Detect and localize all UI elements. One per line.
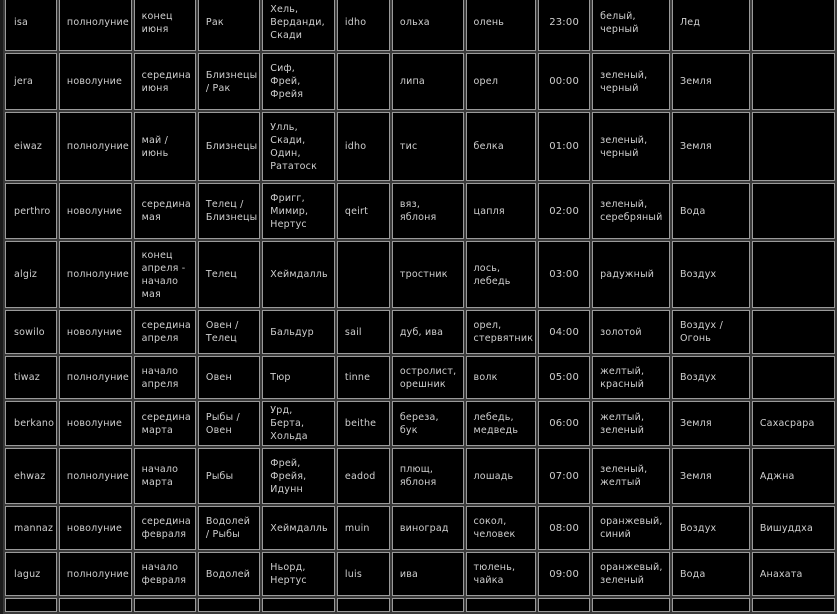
cell-tree: плющ, яблоня (392, 448, 464, 504)
table-row (5, 112, 835, 181)
cell-deities: Тюр (262, 356, 335, 399)
cell-moon-phase: полнолуние (59, 448, 132, 504)
cell-ogham: muin (337, 506, 390, 550)
cell-moon-phase: новолуние (59, 310, 132, 354)
cell-tree: ольха (392, 0, 464, 51)
cell-element: Воздух (672, 506, 750, 550)
cell-deities: Ньорд, Нертус (262, 552, 335, 596)
cell-chakra: Вишуддха (752, 506, 835, 550)
cell-rune (5, 598, 57, 612)
cell-element: Земля (672, 401, 750, 446)
cell-moon-phase: новолуние (59, 53, 132, 110)
cell-period: начало марта (134, 448, 196, 504)
cell-chakra: Анахата (752, 552, 835, 596)
cell-element: Земля (672, 448, 750, 504)
cell-period: середина апреля (134, 310, 196, 354)
cell-ogham (337, 241, 390, 308)
cell-colors: белый, черный (592, 0, 670, 51)
cell-rune: perthro (5, 183, 57, 239)
cell-period: май / июнь (134, 112, 196, 181)
cell-chakra (752, 112, 835, 181)
cell-moon-phase: новолуние (59, 401, 132, 446)
cell-ogham: beithe (337, 401, 390, 446)
cell-element: Вода (672, 183, 750, 239)
cell-hour: 01:00 (538, 112, 590, 181)
cell-zodiac: Водолей / Рыбы (198, 506, 260, 550)
cell-moon-phase: полнолуние (59, 356, 132, 399)
cell-tree: береза, бук (392, 401, 464, 446)
cell-period: начало февраля (134, 552, 196, 596)
cell-moon-phase (59, 598, 132, 612)
cell-ogham: idho (337, 0, 390, 51)
cell-moon-phase: новолуние (59, 183, 132, 239)
cell-element: Вода (672, 552, 750, 596)
cell-colors: зеленый, черный (592, 53, 670, 110)
cell-period: конец июня (134, 0, 196, 51)
cell-deities: Хеймдалль (262, 506, 335, 550)
cell-rune: isa (5, 0, 57, 51)
cell-animal (466, 598, 537, 612)
cell-deities: Сиф, Фрей, Фрейя (262, 53, 335, 110)
cell-hour: 04:00 (538, 310, 590, 354)
table-row (5, 552, 835, 596)
cell-period: середина июня (134, 53, 196, 110)
cell-hour: 00:00 (538, 53, 590, 110)
table-row (5, 598, 835, 612)
cell-deities: Бальдур (262, 310, 335, 354)
cell-colors: золотой (592, 310, 670, 354)
cell-ogham: eadod (337, 448, 390, 504)
cell-tree: тростник (392, 241, 464, 308)
cell-chakra: Аджна (752, 448, 835, 504)
cell-animal: сокол, человек (466, 506, 537, 550)
table-row (5, 356, 835, 399)
cell-deities: Фрей, Фрейя, Идунн (262, 448, 335, 504)
cell-element (672, 598, 750, 612)
cell-chakra (752, 0, 835, 51)
cell-tree: остролист, орешник (392, 356, 464, 399)
cell-deities: Улль, Скади, Один, Рататоск (262, 112, 335, 181)
cell-element: Воздух / Огонь (672, 310, 750, 354)
cell-moon-phase: полнолуние (59, 112, 132, 181)
cell-element: Земля (672, 53, 750, 110)
cell-colors: желтый, красный (592, 356, 670, 399)
table-row (5, 310, 835, 354)
cell-tree: виноград (392, 506, 464, 550)
cell-tree (392, 598, 464, 612)
cell-colors: зеленый, желтый (592, 448, 670, 504)
cell-deities: Хель, Верданди, Скади (262, 0, 335, 51)
cell-hour: 23:00 (538, 0, 590, 51)
cell-animal: тюлень, чайка (466, 552, 537, 596)
cell-rune: ehwaz (5, 448, 57, 504)
cell-element: Воздух (672, 241, 750, 308)
cell-period: середина марта (134, 401, 196, 446)
cell-chakra (752, 310, 835, 354)
cell-animal: орел (466, 53, 537, 110)
cell-hour: 09:00 (538, 552, 590, 596)
cell-animal: лебедь, медведь (466, 401, 537, 446)
cell-element: Лед (672, 0, 750, 51)
table-row (5, 506, 835, 550)
cell-colors: оранжевый, зеленый (592, 552, 670, 596)
cell-rune: tiwaz (5, 356, 57, 399)
cell-zodiac: Телец / Близнецы (198, 183, 260, 239)
table-row (5, 53, 835, 110)
cell-rune: laguz (5, 552, 57, 596)
cell-chakra (752, 356, 835, 399)
cell-rune: jera (5, 53, 57, 110)
cell-hour: 05:00 (538, 356, 590, 399)
rune-correspondence-table-container (3, 0, 837, 586)
cell-animal: волк (466, 356, 537, 399)
cell-chakra (752, 598, 835, 612)
cell-tree: тис (392, 112, 464, 181)
table-row (5, 448, 835, 504)
cell-moon-phase: новолуние (59, 506, 132, 550)
cell-rune: eiwaz (5, 112, 57, 181)
cell-chakra: Сахасрара (752, 401, 835, 446)
cell-colors: зеленый, серебряный (592, 183, 670, 239)
cell-chakra (752, 241, 835, 308)
cell-zodiac (198, 598, 260, 612)
cell-colors: зеленый, черный (592, 112, 670, 181)
cell-tree: дуб, ива (392, 310, 464, 354)
cell-hour: 02:00 (538, 183, 590, 239)
cell-deities: Хеймдалль (262, 241, 335, 308)
cell-animal: лошадь (466, 448, 537, 504)
cell-rune: berkano (5, 401, 57, 446)
cell-colors: радужный (592, 241, 670, 308)
cell-animal: цапля (466, 183, 537, 239)
cell-zodiac: Рыбы (198, 448, 260, 504)
cell-ogham: tinne (337, 356, 390, 399)
cell-ogham: luis (337, 552, 390, 596)
cell-zodiac: Рыбы / Овен (198, 401, 260, 446)
cell-period: конец апреля - начало мая (134, 241, 196, 308)
cell-ogham: qeirt (337, 183, 390, 239)
cell-period (134, 598, 196, 612)
cell-ogham (337, 53, 390, 110)
cell-zodiac: Рак (198, 0, 260, 51)
cell-element: Земля (672, 112, 750, 181)
cell-hour: 03:00 (538, 241, 590, 308)
cell-chakra (752, 53, 835, 110)
cell-deities: Урд, Берта, Хольда (262, 401, 335, 446)
table-body (5, 0, 835, 612)
cell-period: начало апреля (134, 356, 196, 399)
cell-hour: 08:00 (538, 506, 590, 550)
table-row (5, 183, 835, 239)
cell-ogham: sail (337, 310, 390, 354)
cell-deities (262, 598, 335, 612)
cell-colors (592, 598, 670, 612)
cell-deities: Фригг, Мимир, Нертус (262, 183, 335, 239)
cell-animal: белка (466, 112, 537, 181)
rune-correspondence-table (3, 0, 837, 614)
table-row (5, 241, 835, 308)
cell-rune: algiz (5, 241, 57, 308)
cell-ogham (337, 598, 390, 612)
table-row (5, 401, 835, 446)
cell-moon-phase: полнолуние (59, 0, 132, 51)
cell-moon-phase: полнолуние (59, 241, 132, 308)
cell-colors: оранжевый, синий (592, 506, 670, 550)
cell-tree: ива (392, 552, 464, 596)
cell-hour (538, 598, 590, 612)
cell-rune: mannaz (5, 506, 57, 550)
cell-chakra (752, 183, 835, 239)
cell-hour: 06:00 (538, 401, 590, 446)
cell-zodiac: Водолей (198, 552, 260, 596)
cell-colors: желтый, зеленый (592, 401, 670, 446)
cell-period: середина февраля (134, 506, 196, 550)
cell-rune: sowilo (5, 310, 57, 354)
cell-element: Воздух (672, 356, 750, 399)
cell-animal: лось, лебедь (466, 241, 537, 308)
table-row (5, 0, 835, 51)
cell-zodiac: Близнецы / Рак (198, 53, 260, 110)
cell-zodiac: Овен / Телец (198, 310, 260, 354)
cell-hour: 07:00 (538, 448, 590, 504)
cell-zodiac: Телец (198, 241, 260, 308)
cell-tree: липа (392, 53, 464, 110)
cell-animal: орел, стервятник (466, 310, 537, 354)
cell-ogham: idho (337, 112, 390, 181)
cell-moon-phase: полнолуние (59, 552, 132, 596)
cell-zodiac: Близнецы (198, 112, 260, 181)
cell-animal: олень (466, 0, 537, 51)
cell-period: середина мая (134, 183, 196, 239)
cell-zodiac: Овен (198, 356, 260, 399)
cell-tree: вяз, яблоня (392, 183, 464, 239)
